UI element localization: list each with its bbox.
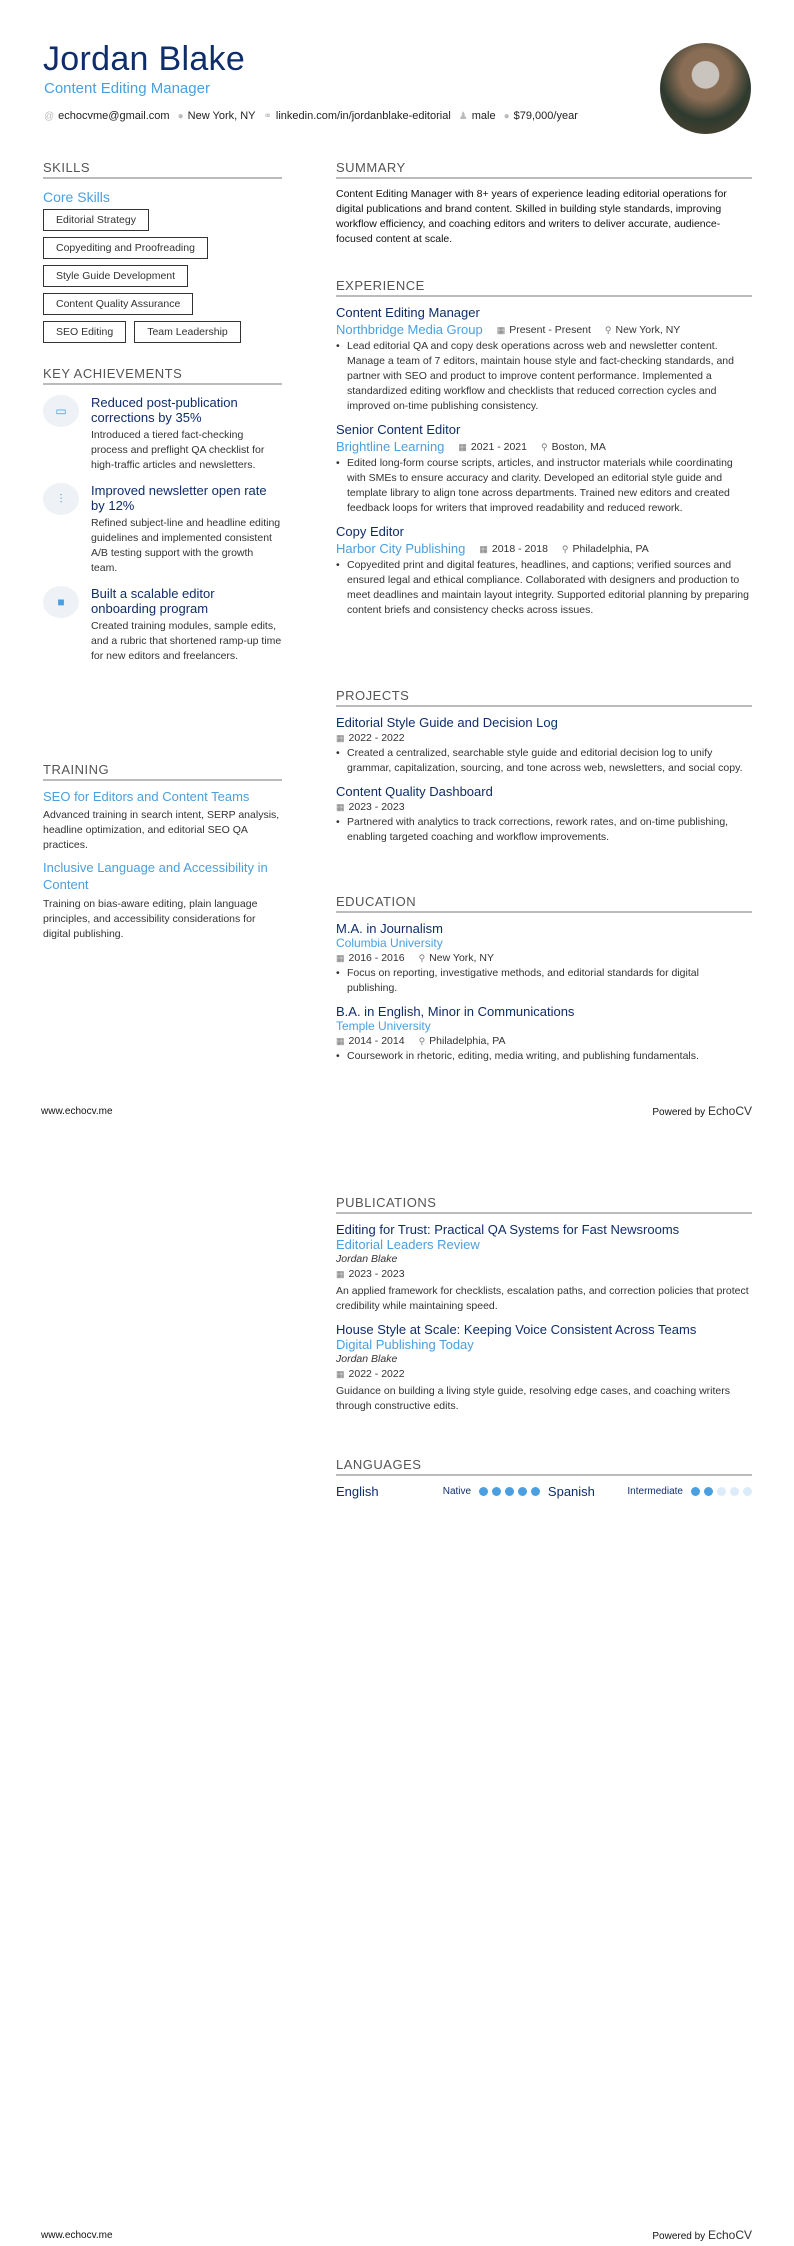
date-range: 2022 - 2022 — [348, 732, 405, 744]
candidate-name: Jordan Blake — [43, 40, 246, 78]
echocv-logo: EchoCV — [707, 2228, 752, 2242]
section-heading: EDUCATION — [336, 894, 752, 913]
at-icon: @ — [44, 111, 55, 122]
rating-dot — [531, 1487, 540, 1496]
experience-section — [336, 278, 752, 618]
job-title: Content Editing Manager — [44, 80, 210, 97]
achievement-desc: Introduced a tiered fact-checking process and preflight QA checklist for high-traffic articles and newsletters. — [91, 429, 265, 471]
contact-email[interactable]: @ echocvme@gmail.com — [44, 110, 170, 122]
publication-title: House Style at Scale: Keeping Voice Consistent Across Teams — [336, 1322, 697, 1337]
contact-bar — [44, 110, 578, 122]
map-pin-icon: ⚲ — [604, 324, 612, 335]
map-pin-icon: ● — [177, 111, 184, 122]
school-name: Temple University — [336, 1019, 431, 1033]
achievement-title: Reduced post-publication corrections by 35% — [91, 395, 238, 425]
rating-dot — [743, 1487, 752, 1496]
publication-item — [336, 1322, 752, 1414]
education-item — [336, 921, 752, 996]
date-range: Present - Present — [509, 323, 591, 336]
job-role: Copy Editor — [336, 524, 404, 539]
map-pin-icon: ⚲ — [540, 441, 548, 452]
section-heading: PROJECTS — [336, 688, 752, 707]
skill-tag: Editorial Strategy — [43, 209, 149, 231]
summary-text: Content Editing Manager with 8+ years of experience leading editorial operations for digital publications and brand content. Skilled in building style standards, improving workflow efficiency, and coaching editors and writers to deliver accurate, audience-focused content at scale. — [336, 188, 727, 245]
skill-tag: Style Guide Development — [43, 265, 188, 287]
rating-dot — [717, 1487, 726, 1496]
footer-site-link[interactable]: www.echocv.me — [41, 1106, 113, 1117]
section-heading: KEY ACHIEVEMENTS — [43, 366, 282, 385]
publication-title: Editing for Trust: Practical QA Systems for Fast Newsrooms — [336, 1222, 680, 1237]
achievement-item — [43, 395, 282, 473]
languages-section — [336, 1457, 752, 1499]
company-name: Brightline Learning — [336, 439, 445, 454]
money-icon: ● — [503, 111, 510, 122]
calendar-icon: ▦ — [336, 733, 345, 743]
experience-item — [336, 422, 752, 516]
rating-dot — [479, 1487, 488, 1496]
publication-item — [336, 1222, 752, 1314]
location: Philadelphia, PA — [429, 1035, 506, 1047]
language-level: Intermediate — [627, 1486, 683, 1497]
rating-dot — [704, 1487, 713, 1496]
bullet: • Copyedited print and digital features, headlines, and captions; verified sources and ensured legal and ethical compliance. Collaborated with designers and production to meet deadlines and maintain layout integrity. Supported editorial planning by preparing content briefs and consistency checks across issues. — [336, 558, 752, 618]
map-pin-icon: ⚲ — [561, 543, 569, 554]
calendar-icon: ▦ — [496, 324, 506, 335]
language-name: Spanish — [547, 1484, 595, 1499]
skill-tag: Team Leadership — [134, 321, 241, 343]
rating-dot — [505, 1487, 514, 1496]
language-item — [336, 1484, 540, 1499]
bullet: • Created a centralized, searchable style guide and editorial decision log to unify grammar, capitalization, sourcing, and tone across web, newsletters, and social copy. — [336, 746, 752, 776]
contact-location: ● New York, NY — [177, 110, 256, 122]
map-pin-icon: ⚲ — [418, 1036, 426, 1046]
calendar-icon: ▦ — [336, 802, 345, 812]
calendar-icon: ▦ — [336, 953, 345, 963]
language-rating — [479, 1487, 540, 1496]
training-title: SEO for Editors and Content Teams — [43, 789, 250, 804]
footer-powered: Powered by EchoCV — [652, 2228, 752, 2242]
author: Jordan Blake — [336, 1353, 398, 1365]
link-icon: ⚭ — [263, 111, 272, 122]
echocv-logo: EchoCV — [707, 1104, 752, 1118]
achievement-item — [43, 586, 282, 664]
job-role: Senior Content Editor — [336, 422, 461, 437]
calendar-icon: ▦ — [458, 441, 467, 452]
calendar-icon: ▦ — [336, 1269, 345, 1279]
training-section — [43, 762, 282, 942]
section-heading: PUBLICATIONS — [336, 1195, 752, 1214]
date-range: 2023 - 2023 — [348, 1268, 405, 1280]
project-item — [336, 715, 752, 776]
job-role: Content Editing Manager — [336, 305, 480, 320]
date-range: 2023 - 2023 — [348, 801, 405, 813]
summary-section — [336, 160, 752, 247]
training-desc: Advanced training in search intent, SERP analysis, headline optimization, and editorial SEO QA practices. — [43, 809, 280, 851]
contact-gender: ♟ male — [458, 110, 496, 122]
bullet: • Edited long-form course scripts, articles, and instructor materials while coordinating with SMEs to ensure accuracy and clarity. Developed an editorial style guide and template library to align tone across departments. Trained new editors and created feedback loops for writers that improved readability and reduced rework. — [336, 456, 752, 516]
skill-tag: Copyediting and Proofreading — [43, 237, 208, 259]
calendar-icon: ▦ — [479, 543, 488, 554]
author: Jordan Blake — [336, 1253, 398, 1265]
location: New York, NY — [429, 952, 494, 964]
school-name: Columbia University — [336, 936, 443, 950]
date-range: 2018 - 2018 — [491, 542, 548, 555]
bullet: • Coursework in rhetoric, editing, media writing, and publishing fundamentals. — [336, 1049, 752, 1064]
degree: B.A. in English, Minor in Communications — [336, 1004, 575, 1019]
publication-desc: An applied framework for checklists, escalation paths, and correction policies that protect credibility while maintaining speed. — [336, 1285, 749, 1312]
pill-icon: ▭ — [43, 395, 79, 427]
date-range: 2022 - 2022 — [348, 1368, 405, 1380]
sliders-icon: ⫶ — [43, 483, 79, 515]
date-range: 2021 - 2021 — [470, 440, 527, 453]
company-name: Harbor City Publishing — [336, 541, 466, 556]
contact-salary: ● $79,000/year — [503, 110, 578, 122]
publication-desc: Guidance on building a living style guide, resolving edge cases, and coaching writers through constructive edits. — [336, 1385, 730, 1412]
skill-tag: SEO Editing — [43, 321, 126, 343]
skills-section — [43, 160, 282, 343]
date-range: 2016 - 2016 — [348, 952, 405, 964]
rating-dot — [730, 1487, 739, 1496]
language-rating — [691, 1487, 752, 1496]
map-pin-icon: ⚲ — [418, 953, 426, 963]
date-range: 2014 - 2014 — [348, 1035, 405, 1047]
language-level: Native — [442, 1486, 472, 1497]
location: New York, NY — [615, 323, 681, 336]
location: Boston, MA — [551, 440, 606, 453]
bullet: • Focus on reporting, investigative methods, and editorial standards for digital publishing. — [336, 966, 752, 996]
section-heading: SUMMARY — [336, 160, 752, 179]
achievement-title: Improved newsletter open rate by 12% — [91, 483, 267, 513]
user-icon: ♟ — [458, 111, 468, 122]
achievement-title: Built a scalable editor onboarding program — [91, 586, 215, 616]
footer-powered: Powered by EchoCV — [652, 1104, 752, 1118]
project-title: Editorial Style Guide and Decision Log — [336, 715, 558, 730]
rating-dot — [518, 1487, 527, 1496]
achievement-desc: Created training modules, sample edits, and a rubric that shortened ramp-up time for new editors and freelancers. — [91, 620, 282, 662]
experience-item — [336, 305, 752, 414]
footer-site-link[interactable]: www.echocv.me — [41, 2230, 113, 2241]
company-name: Northbridge Media Group — [336, 322, 483, 337]
project-title: Content Quality Dashboard — [336, 784, 493, 799]
achievement-desc: Refined subject-line and headline editing guidelines and implemented consistent A/B testing support with the growth team. — [91, 517, 281, 574]
calendar-icon: ▦ — [336, 1369, 345, 1379]
bullet: • Lead editorial QA and copy desk operations across web and newsletter content. Manage a team of 7 editors, maintain house style and fact-checking standards, and partner with SEO and product to improve content performance. Implemented a standardized editing workflow and checklists that reduced correction cycles and improved on-time publishing consistency. — [336, 339, 752, 414]
section-heading: EXPERIENCE — [336, 278, 752, 297]
projects-section — [336, 688, 752, 845]
section-heading: SKILLS — [43, 160, 282, 179]
publisher: Editorial Leaders Review — [336, 1237, 480, 1252]
language-name: English — [336, 1484, 379, 1499]
clipboard-icon: ■ — [43, 586, 79, 618]
publications-section — [336, 1195, 752, 1414]
language-item — [548, 1484, 752, 1499]
training-title: Inclusive Language and Accessibility in Content — [43, 860, 268, 892]
degree: M.A. in Journalism — [336, 921, 443, 936]
education-item — [336, 1004, 752, 1064]
project-item — [336, 784, 752, 845]
location: Philadelphia, PA — [572, 542, 649, 555]
bullet: • Partnered with analytics to track corrections, rework rates, and on-time publishing, enabling targeted coaching and workflow improvements. — [336, 815, 752, 845]
skill-group-title: Core Skills — [43, 189, 110, 205]
skill-tag: Content Quality Assurance — [43, 293, 193, 315]
profile-photo — [660, 43, 751, 134]
contact-linkedin[interactable]: ⚭ linkedin.com/in/jordanblake-editorial — [263, 110, 451, 122]
section-heading: TRAINING — [43, 762, 282, 781]
section-heading: LANGUAGES — [336, 1457, 752, 1476]
publisher: Digital Publishing Today — [336, 1337, 474, 1352]
achievement-item — [43, 483, 282, 576]
training-desc: Training on bias-aware editing, plain language principles, and accessibility considerations for digital publishing. — [43, 898, 258, 940]
rating-dot — [492, 1487, 501, 1496]
calendar-icon: ▦ — [336, 1036, 345, 1046]
rating-dot — [691, 1487, 700, 1496]
education-section — [336, 894, 752, 1064]
experience-item — [336, 524, 752, 618]
achievements-section — [43, 366, 282, 664]
